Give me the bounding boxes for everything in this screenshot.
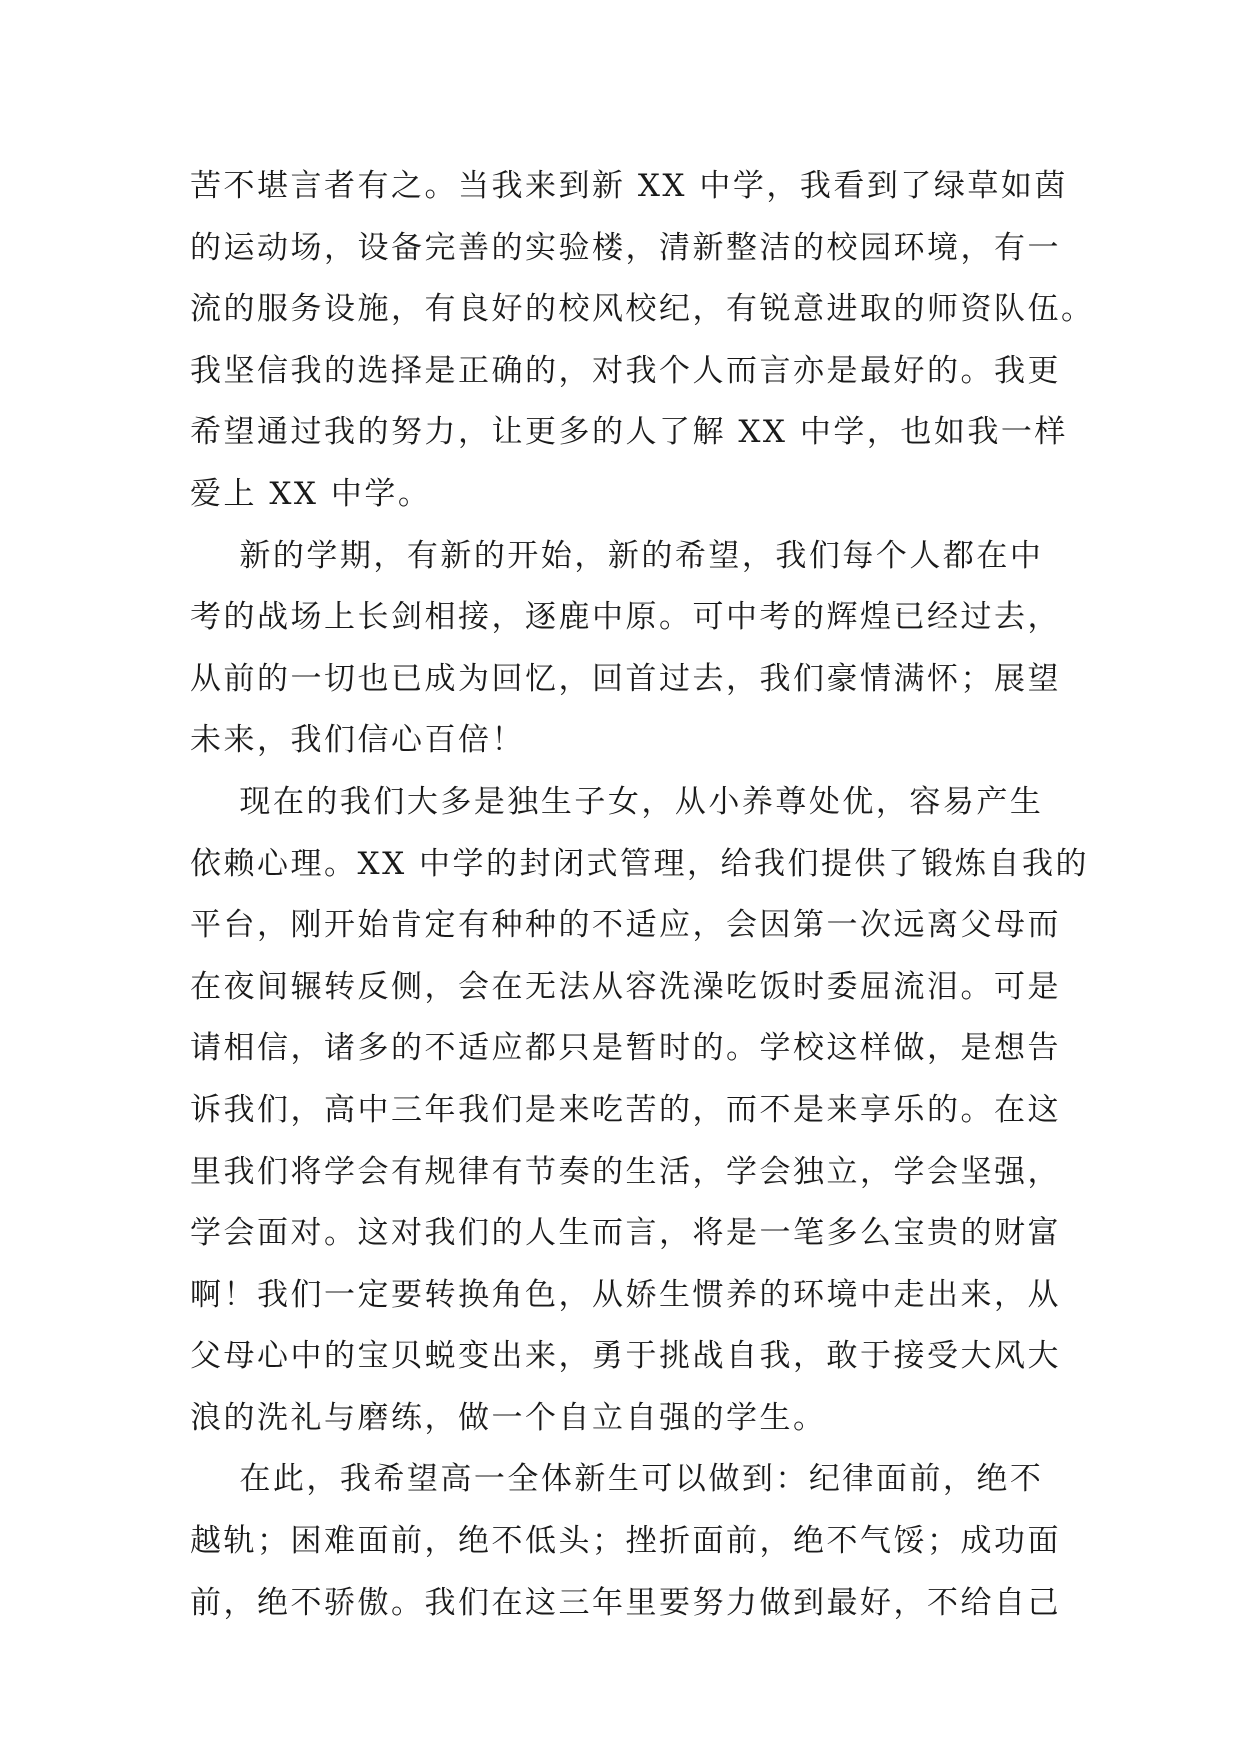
text-line: 从前的一切也已成为回忆，回首过去，我们豪情满怀；展望	[190, 660, 1061, 697]
text-line: 考的战场上长剑相接，逐鹿中原。可中考的辉煌已经过去，	[190, 599, 1061, 636]
text-line: 未来，我们信心百倍！	[190, 722, 525, 759]
text-line: 诉我们，高中三年我们是来吃苦的，而不是来享乐的。在这	[190, 1091, 1061, 1128]
text-line: 的运动场，设备完善的实验楼，清新整洁的校园环境，有一	[190, 229, 1061, 266]
text-line: 在夜间辗转反侧，会在无法从容洗澡吃饭时委屈流泪。可是	[190, 968, 1061, 1005]
text-line: 现在的我们大多是独生子女，从小养尊处优，容易产生	[190, 783, 1044, 820]
text-line: 苦不堪言者有之。当我来到新 XX 中学，我看到了绿草如茵	[190, 168, 1068, 204]
document-body	[190, 156, 1095, 1634]
text-line: 请相信，诸多的不适应都只是暂时的。学校这样做，是想告	[190, 1030, 1061, 1067]
text-line: 前，绝不骄傲。我们在这三年里要努力做到最好，不给自己	[190, 1584, 1061, 1621]
text-line: 父母心中的宝贝蜕变出来，勇于挑战自我，敢于接受大风大	[190, 1338, 1061, 1375]
text-line: 我坚信我的选择是正确的，对我个人而言亦是最好的。我更	[190, 352, 1061, 389]
text-line: 里我们将学会有规律有节奏的生活，学会独立，学会坚强，	[190, 1153, 1061, 1190]
text-line: 依赖心理。XX 中学的封闭式管理，给我们提供了锻炼自我的	[190, 845, 1089, 882]
text-line: 浪的洗礼与磨练，做一个自立自强的学生。	[190, 1399, 827, 1436]
text-line: 新的学期，有新的开始，新的希望，我们每个人都在中	[190, 537, 1044, 574]
text-line: 流的服务设施，有良好的校风校纪，有锐意进取的师资队伍。	[190, 291, 1095, 328]
text-line: 越轨；困难面前，绝不低头；挫折面前，绝不气馁；成功面	[190, 1523, 1061, 1560]
text-line: 在此，我希望高一全体新生可以做到：纪律面前，绝不	[190, 1461, 1044, 1498]
text-line: 希望通过我的努力，让更多的人了解 XX 中学，也如我一样	[190, 414, 1068, 451]
text-line: 啊！我们一定要转换角色，从娇生惯养的环境中走出来，从	[190, 1276, 1061, 1313]
text-line: 爱上 XX 中学。	[190, 475, 432, 512]
text-line: 平台，刚开始肯定有种种的不适应，会因第一次远离父母而	[190, 907, 1061, 944]
text-line: 学会面对。这对我们的人生而言，将是一笔多么宝贵的财富	[190, 1215, 1061, 1252]
